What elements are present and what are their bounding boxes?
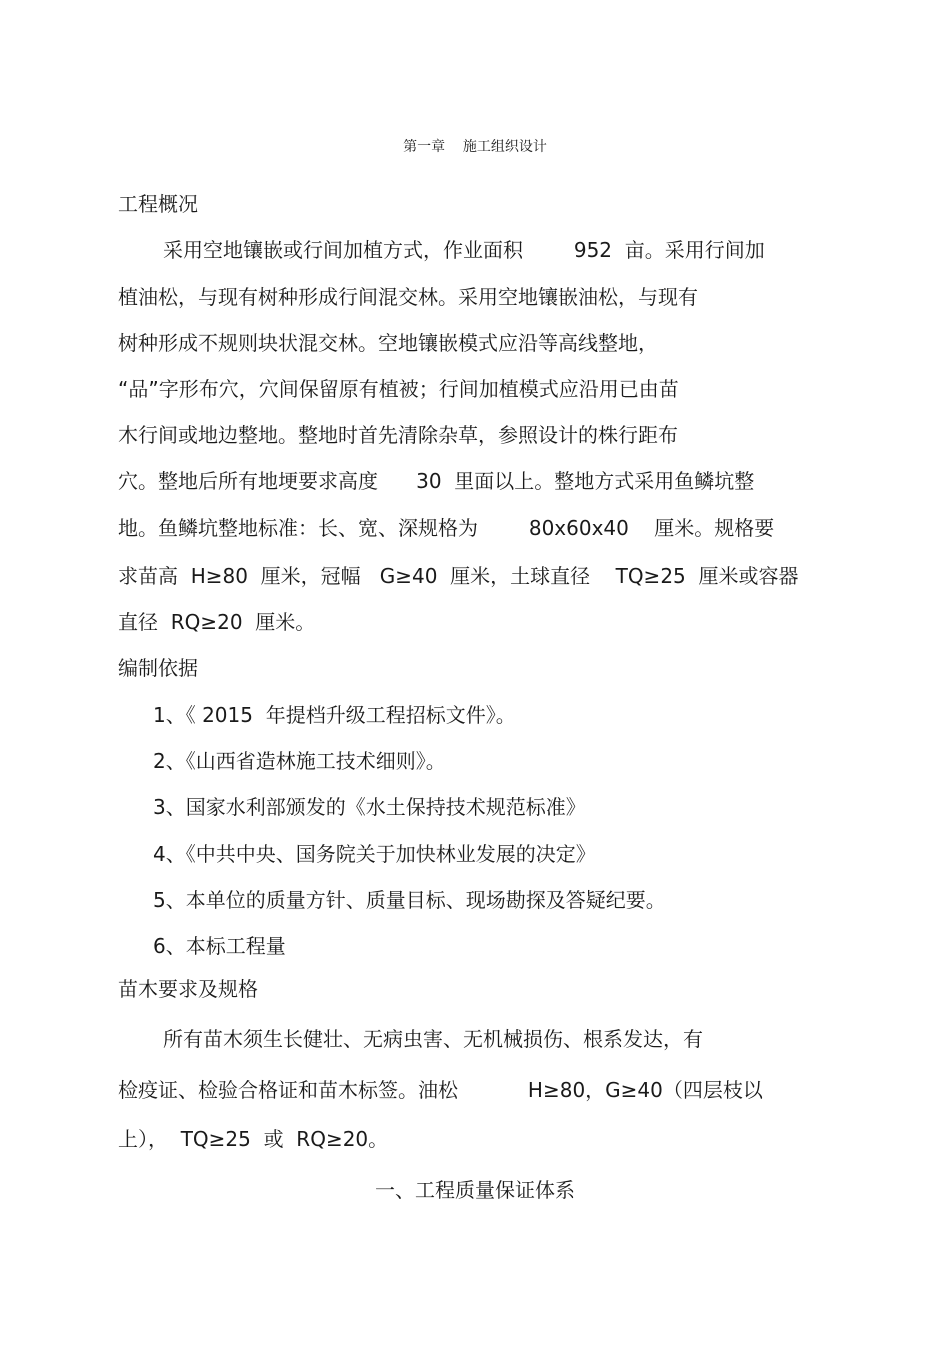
basis-item: 5、本单位的质量方针、质量目标、现场勘探及答疑纪要。 <box>153 888 666 912</box>
overview-line: 树种形成不规则块状混交林。空地镶嵌模式应沿等高线整地， <box>118 331 658 355</box>
seedlings-line: 检疫证、检验合格证和苗木标签。油松 H≥80，G≥40（四层枝以 <box>118 1078 763 1102</box>
overview-line: “品”字形布穴，穴间保留原有植被；行间加植模式应沿用已由苗 <box>118 377 679 401</box>
chapter-title: 第一章 施工组织设计 <box>403 139 547 155</box>
overview-line: 植油松，与现有树种形成行间混交林。采用空地镶嵌油松，与现有 <box>118 285 698 309</box>
basis-item: 6、本标工程量 <box>153 934 286 958</box>
overview-line: 木行间或地边整地。整地时首先清除杂草，参照设计的株行距布 <box>118 423 678 447</box>
overview-line: 直径 RQ≥20 厘米。 <box>118 610 316 634</box>
seedlings-heading: 苗木要求及规格 <box>118 977 258 1001</box>
overview-line: 穴。整地后所有地埂要求高度 30 里面以上。整地方式采用鱼鳞坑整 <box>118 469 755 493</box>
seedlings-line: 所有苗木须生长健壮、无病虫害、无机械损伤、根系发达，有 <box>163 1027 703 1051</box>
overview-heading: 工程概况 <box>118 192 198 216</box>
basis-item: 4、《中共中央、国务院关于加快林业发展的决定》 <box>153 842 596 866</box>
overview-line: 地。鱼鳞坑整地标准：长、宽、深规格为 80x60x40 厘米。规格要 <box>118 516 775 540</box>
overview-line: 采用空地镶嵌或行间加植方式，作业面积 952 亩。采用行间加 <box>163 238 765 262</box>
basis-item: 3、国家水利部颁发的《水土保持技术规范标准》 <box>153 795 586 819</box>
overview-line: 求苗高 H≥80 厘米，冠幅 G≥40 厘米，土球直径 TQ≥25 厘米或容器 <box>118 564 799 588</box>
basis-item: 1、《 2015 年提档升级工程招标文件》。 <box>153 703 516 727</box>
section-heading: 一、工程质量保证体系 <box>375 1178 575 1202</box>
basis-item: 2、《山西省造林施工技术细则》。 <box>153 749 446 773</box>
seedlings-line: 上）， TQ≥25 或 RQ≥20。 <box>118 1127 389 1151</box>
basis-heading: 编制依据 <box>118 656 198 680</box>
